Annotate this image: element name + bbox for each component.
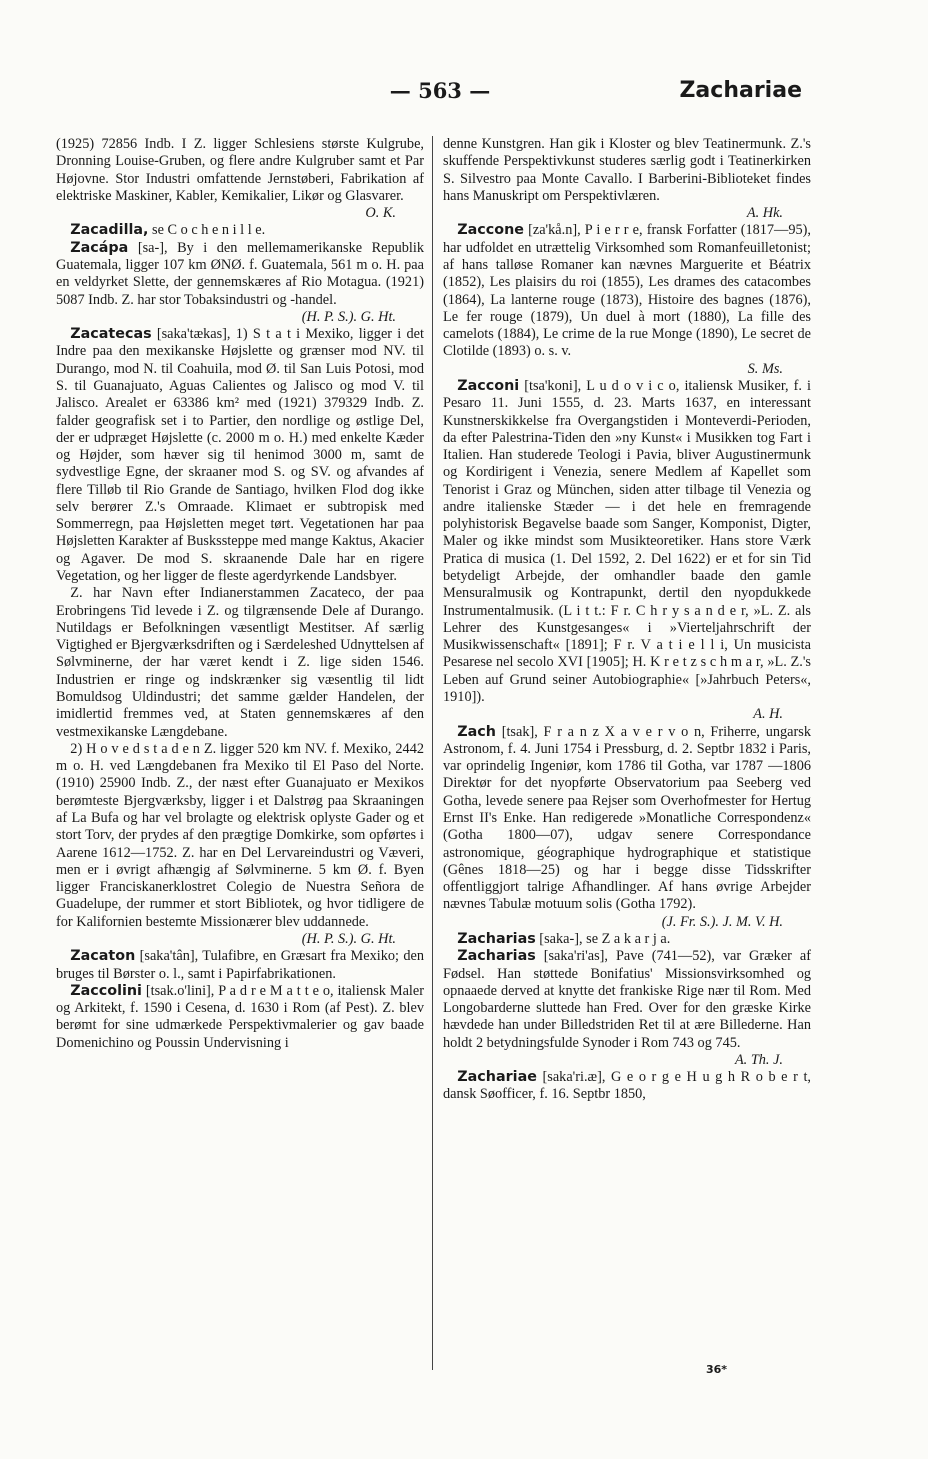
- dictionary-entry: [56, 222, 424, 239]
- entry-text: [saka-], se Z a k a r j a.: [535, 930, 671, 947]
- page-number: — 563 —: [389, 78, 491, 103]
- entry-signature: S. Ms.: [747, 360, 783, 377]
- entry-headword: Zaccone: [457, 222, 524, 239]
- entry-text: [saka'tân], Tulafibre, en Græsart fra Mexiko; den bruges til Børster o. l., samt i Papirfabrikationen.: [56, 948, 424, 982]
- entry-text: se C o c h e n i l l e.: [148, 222, 266, 239]
- dictionary-entry: [443, 948, 811, 1069]
- dictionary-entry: [443, 136, 811, 222]
- entry-text: [saka'ri'as], Pave (741—52), var Græker af Fødsel. Han støttede Bonifatius' Missionsvirksomhed og opnaaede derved at knytte det frankiske Rige nær til Rom. Med Longobarderne sluttede han Fred. Over for den græske Kirke hævdede han under Billedstriden Ret til at ære Billederne. Han holdt 2 betydningsfulde Synoder i Rom 743 og 745.: [443, 948, 811, 1051]
- signature-mark: 36*: [706, 1363, 728, 1376]
- entry-signature: (J. Fr. S.). J. M. V. H.: [661, 913, 783, 930]
- entry-headword: Zacaton: [70, 948, 136, 965]
- entry-text: [sa-], By i den mellemamerikanske Republik Guatemala, ligger 107 km ØNØ. f. Guatemala, 561 m o. H. paa en veldyrket Slette, der gennemskæres af Rio Motagua. (1921) 5087 Indb. Z. har stor Tobaksindustri og -handel.: [56, 239, 424, 308]
- entry-text: Z. har Navn efter Indianerstammen Zacateco, der paa Erobringens Tid levede i Z. og tilgrænsende Dele af Durango. Nutildags er Befolkningen væsentligt Mestitser. Af særlig Vigtighed er Bjergværksdriften og i Særdeleshed Udnyttelsen af Sølvminerne, der har været kendt i Z. lige siden 1546. Industrien er ringe og indskrænker sig væsentlig til lidt Bomuldsog Uldindustri; det samme gælder Handelen, der imidlertid fremmes ved, at Staten gennemskæres af den vestmexikanske Længdebane.: [56, 585, 424, 740]
- dictionary-entry: [443, 222, 811, 378]
- dictionary-entry: [56, 585, 424, 741]
- running-head: Zachariae: [679, 78, 802, 103]
- entry-text: [tsak.o'lini], P a d r e M a t t e o, italiensk Maler og Arkitekt, f. 1590 i Cesena, d. 1630 i Rom (af Pest). Z. blev berømt for sine udmærkede Perspektivmalerier og gav baade Domenichino og Poussin Undervisning i: [56, 982, 424, 1051]
- column-divider: [432, 136, 433, 1370]
- entry-text: [za'kå.n], P i e r r e, fransk Forfatter (1817—95), har udfoldet en utrættelig Virksomhed som Romanfeuilletonist; af hans talløse Romaner kan nævnes Marguerite et Béatrix (1852), Les plaisirs du roi (1855), Les drames des catacombes (1864), La lanterne rouge (1873), Histoire des bagnes (1876), Le fer rouge (1879), Un duel à mort (1880), La fille des camelots (1884), Le crime de la rue Monge (1890), Le secret de Clotilde (1893) o. s. v.: [443, 222, 811, 360]
- entry-signature: A. Th. J.: [734, 1051, 783, 1068]
- entry-signature: O. K.: [365, 205, 396, 222]
- entry-signature: (H. P. S.). G. Ht.: [301, 930, 396, 947]
- entry-text: [saka'ri.æ], G e o r g e H u g h R o b e r t, dansk Søofficer, f. 16. Septbr 1850,: [443, 1069, 811, 1103]
- dictionary-entry: [56, 983, 424, 1052]
- dictionary-entry: [56, 136, 424, 222]
- entry-headword: Zachariae: [457, 1069, 537, 1086]
- entry-headword: Zacconi: [457, 377, 520, 394]
- entry-signature: A. Hk.: [746, 205, 783, 222]
- entry-signature: A. H.: [753, 706, 783, 723]
- entry-headword: Zacharias: [457, 930, 536, 947]
- dictionary-entry: [443, 931, 811, 948]
- entry-text: [tsa'koni], L u d o v i c o, italiensk Musiker, f. i Pesaro 11. Juni 1555, d. 23. Marts 1637, en interessant Kunstnerskikkelse fra Overgangstiden i Monteverdi-Perioden, da efter Palestrina-Tiden den »ny Kunst« i Musikken tog Fart i Italien. Han studerede Teologi i Pavia, bliver Augustinermunk og Kordirigent i Venezia, senere Medlem af Kapellet som Tenorist i Graz og München, siden atter tilbage til Venezia og andre italienske Stæder — i det hele en fremragende polyhistorisk Begavelse baade som Sanger, Komponist, Digter, Maler og ikke mindst som Musikteoretiker. Hans store Værk Pratica di musica (1. Del 1592, 2. Del 1622) er et for sin Tid betydeligt Arbejde, der omhandler baade den gamle Mensuralmusik og Kontrapunkt, dertil den nyopdukkede Instrumentalmusik. (L i t t.: F r. C h r y s a n d e r, »L. Z. als Lehrer des Kunstgesanges« i »Vierteljahrschrift der Musikwissenschaft« [1891]; F r. V a t i e l l i, Un musicista Pesarese nel secolo XVI [1905]; H. K r e t z s c h m a r, »L. Z.'s Leben auf Grund seiner Autobiographie« [»Jahrbuch Peters«, 1910]).: [443, 377, 811, 705]
- entry-signature: (H. P. S.). G. Ht.: [301, 308, 396, 325]
- entry-text: 2) H o v e d s t a d e n Z. ligger 520 km NV. f. Mexiko, 2442 m o. H. ved Længdebanen fra Mexiko til El Paso del Norte. (1910) 25900 Indb. Z., der næst efter Guanajuato er Mexikos berømteste Bjergværksby, ligger i et Dalstrøg paa Skraaningen af La Bufa og har vel brolagte og elektrisk oplyste Gader og et stort Torv, der prydes af den prægtige Domkirke, som opførtes i Aarene 1612—1752. Z. har en Del Lervareindustri og Væveri, men er i øvrigt afhængig af Sølvminerne. 5 km Ø. f. Byen ligger Franciskanerklostret Colegio de Nuestra Señora de Guadelupe, der rummer et stort Bibliotek, og hvor tidligere de for Kalifornien bestemte Missionærer blev uddannede.: [56, 740, 424, 930]
- dictionary-entry: [56, 326, 424, 585]
- dictionary-entry: [56, 240, 424, 326]
- dictionary-entry: [443, 378, 811, 724]
- entry-headword: Zacharias: [457, 948, 536, 965]
- dictionary-entry: [443, 1069, 811, 1104]
- entry-headword: Zaccolini: [70, 982, 142, 999]
- entry-text: denne Kunstgren. Han gik i Kloster og blev Teatinermunk. Z.'s skuffende Perspektivkunst studeres særlig godt i Teatinerkirken S. Silvestro paa Monte Cavallo. I Barberini-Biblioteket findes hans Manuskript om Perspektivlæren.: [443, 136, 811, 204]
- right-column: [443, 136, 811, 1104]
- entry-headword: Zach: [457, 723, 496, 740]
- page-header: [0, 78, 928, 108]
- dictionary-entry: [443, 724, 811, 931]
- left-column: [56, 136, 424, 1052]
- entry-headword: Zacatecas: [70, 326, 152, 343]
- entry-headword: Zacápa: [70, 239, 129, 256]
- dictionary-entry: [56, 741, 424, 948]
- entry-headword: Zacadilla,: [70, 222, 149, 239]
- entry-text: [tsak], F r a n z X a v e r v o n, Friherre, ungarsk Astronom, f. 4. Juni 1754 i Pressburg, d. 2. Septbr 1832 i Paris, var oprindelig Ingeniør, kom 1786 til Gotha, var 1787 —1806 Direktør for det nyopførte Observatorium paa Seeberg ved Gotha, levede senere paa Rejser som Overhofmester for Hertug Ernst II's Enke. Han redigerede »Monatliche Correspondenz« (Gotha 1800—07), udgav senere Correspondance astronomique, géographique hydrographique et statistique (Gênes 1818—25) og har i begge disse Tidsskrifter offentliggjort talrige Afhandlinger. Af hans øvrige Arbejder nævnes Tabulæ motuum solis (Gotha 1792).: [443, 723, 811, 913]
- entry-text: (1925) 72856 Indb. I Z. ligger Schlesiens største Kulgrube, Dronning Louise-Gruben, og flere andre Kulgruber samt et Par Højovne. Stor Industri omfattende Jernstøberi, Fabrikation af elektriske Maskiner, Kabler, Kemikalier, Likør og Glasvarer.: [56, 136, 424, 204]
- entry-text: [saka'tækas], 1) S t a t i Mexiko, ligger i det Indre paa den mexikanske Højslette og grænser mod NV. til Durango, mod N. til Coahuila, mod Ø. til San Luis Potosi, mod S. til Guanajuato, Aguas Calientes og Jalisco og mod V. til Jalisco. Arealet er 63386 km² med (1921) 379329 Indb. Z. falder geografisk set i to Partier, den nordlige og østlige Del, der er udpræget Højslette (c. 2000 m o. H.) med enkelte Kæder og Højder, som hæver sig til henimod 3000 m, samt de sydvestlige Egne, der skraaner mod S. og SV. og afvandes af flere Tilløb til Rio Grande de Santiago, hvilken Flod dog ikke selv berører Z.'s Omraade. Klimaet er subtropisk med Sommerregn, paa Højsletten meget tørt. Vegetationen har paa Højsletten Karakter af Buskssteppe med mange Kaktus, Akacier og Agaver. De mod S. skraanende Dale har en rigere Vegetation, og her ligger de fleste agerdyrkende Landsbyer.: [56, 326, 424, 585]
- dictionary-entry: [56, 948, 424, 983]
